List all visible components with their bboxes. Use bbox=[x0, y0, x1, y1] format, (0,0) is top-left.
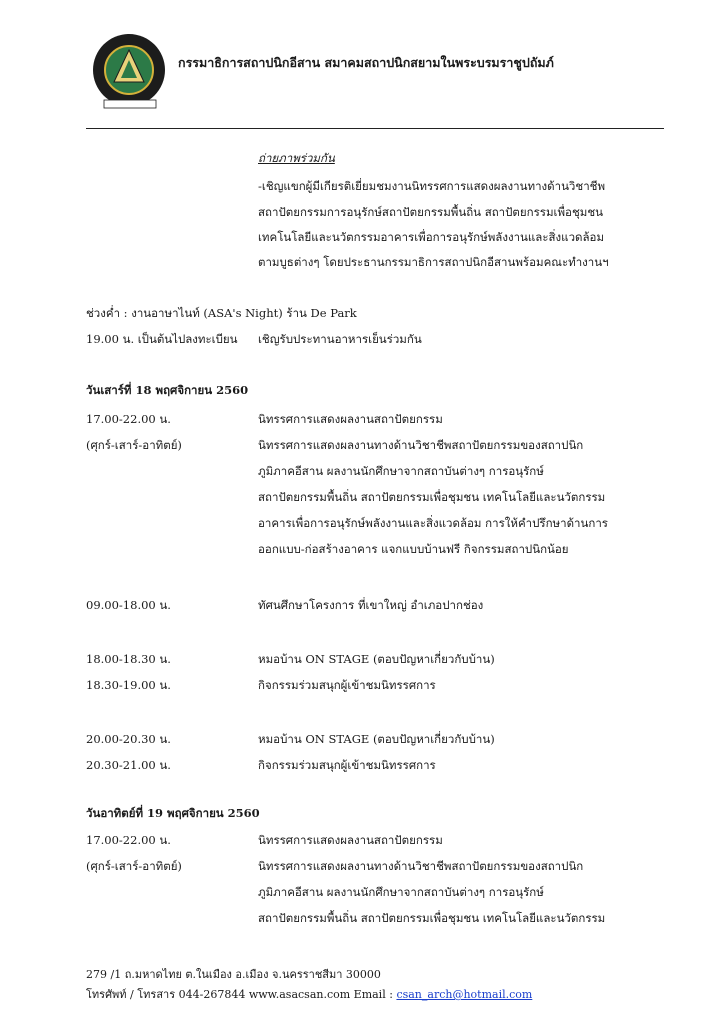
schedule-time: 18.00-18.30 น. bbox=[86, 652, 171, 666]
photo-heading: ถ่ายภาพร่วมกัน bbox=[258, 151, 335, 165]
email-link[interactable]: csan_arch@hotmail.com bbox=[396, 988, 533, 1001]
saturday-heading: วันเสาร์ที่ 18 พฤศจิกายน 2560 bbox=[86, 383, 249, 397]
evening-desc: เชิญรับประทานอาหารเย็นร่วมกัน bbox=[258, 332, 422, 346]
photo-line: -เชิญแขกผู้มีเกียรติเยี่ยมชมงานนิทรรศการแสดงผลงานทางด้านวิชาชีพ bbox=[258, 179, 606, 193]
schedule-days: (ศุกร์-เสาร์-อาทิตย์) bbox=[86, 859, 182, 873]
photo-line: สถาปัตยกรรมการอนุรักษ์สถาปัตยกรรมพื้นถิ่น สถาปัตยกรรมเพื่อชุมชน bbox=[258, 205, 604, 219]
schedule-activity: ภูมิภาคอีสาน ผลงานนักศึกษาจากสถาบันต่างๆ การอนุรักษ์ bbox=[258, 464, 544, 478]
schedule-activity: ออกแบบ-ก่อสร้างอาคาร แจกแบบบ้านฟรี กิจกรรมสถาปนิกน้อย bbox=[258, 542, 569, 556]
evening-title: ช่วงค่ำ : งานอาษาไนท์ (ASA's Night) ร้าน De Park bbox=[86, 306, 357, 320]
schedule-activity: อาคารเพื่อการอนุรักษ์พลังงานและสิ่งแวดล้อม การให้คำปรึกษาด้านการ bbox=[258, 516, 608, 530]
schedule-activity: นิทรรศการแสดงผลงานสถาปัตยกรรม bbox=[258, 412, 443, 426]
schedule-activity: กิจกรรมร่วมสนุกผู้เข้าชมนิทรรศการ bbox=[258, 758, 436, 772]
schedule-activity: หมอบ้าน ON STAGE (ตอบปัญหาเกี่ยวกับบ้าน) bbox=[258, 732, 495, 746]
schedule-activity: กิจกรรมร่วมสนุกผู้เข้าชมนิทรรศการ bbox=[258, 678, 436, 692]
footer-phone-web: โทรศัพท์ / โทรสาร 044-267844 www.asacsan.com Email : bbox=[86, 988, 397, 1001]
schedule-time: 20.30-21.00 น. bbox=[86, 758, 171, 772]
schedule-activity: ทัศนศึกษาโครงการ ที่เขาใหญ่ อำเภอปากช่อง bbox=[258, 598, 484, 612]
footer-contact bbox=[86, 985, 532, 1003]
evening-time: 19.00 น. เป็นต้นไปลงทะเบียน bbox=[86, 332, 238, 346]
schedule-activity: หมอบ้าน ON STAGE (ตอบปัญหาเกี่ยวกับบ้าน) bbox=[258, 652, 495, 666]
schedule-activity: ภูมิภาคอีสาน ผลงานนักศึกษาจากสถาบันต่างๆ การอนุรักษ์ bbox=[258, 885, 544, 899]
photo-line: เทคโนโลยีและนวัตกรรมอาคารเพื่อการอนุรักษ์พลังงานและสิ่งแวดล้อม bbox=[258, 230, 605, 244]
schedule-time: 09.00-18.00 น. bbox=[86, 598, 171, 612]
schedule-time: 20.00-20.30 น. bbox=[86, 732, 171, 746]
header-title: กรรมาธิการสถาปนิกอีสาน สมาคมสถาปนิกสยามในพระบรมราชูปถัมภ์ bbox=[178, 55, 554, 70]
schedule-activity: นิทรรศการแสดงผลงานทางด้านวิชาชีพสถาปัตยกรรมของสถาปนิก bbox=[258, 438, 584, 452]
schedule-time: 17.00-22.00 น. bbox=[86, 412, 171, 426]
sunday-heading: วันอาทิตย์ที่ 19 พฤศจิกายน 2560 bbox=[86, 806, 260, 820]
schedule-time: 17.00-22.00 น. bbox=[86, 833, 171, 847]
schedule-activity: นิทรรศการแสดงผลงานทางด้านวิชาชีพสถาปัตยกรรมของสถาปนิก bbox=[258, 859, 584, 873]
schedule-activity: สถาปัตยกรรมพื้นถิ่น สถาปัตยกรรมเพื่อชุมชน เทคโนโลยีและนวัตกรรม bbox=[258, 911, 606, 925]
schedule-activity: สถาปัตยกรรมพื้นถิ่น สถาปัตยกรรมเพื่อชุมชน เทคโนโลยีและนวัตกรรม bbox=[258, 490, 606, 504]
asa-logo bbox=[86, 30, 172, 116]
header-divider bbox=[86, 128, 664, 129]
schedule-days: (ศุกร์-เสาร์-อาทิตย์) bbox=[86, 438, 182, 452]
photo-line: ตามบูธต่างๆ โดยประธานกรรมาธิการสถาปนิกอีสานพร้อมคณะทำงานฯ bbox=[258, 255, 609, 269]
schedule-time: 18.30-19.00 น. bbox=[86, 678, 171, 692]
footer-address: 279 /1 ถ.มหาดไทย ต.ในเมือง อ.เมือง จ.นครราชสีมา 30000 bbox=[86, 968, 381, 981]
schedule-activity: นิทรรศการแสดงผลงานสถาปัตยกรรม bbox=[258, 833, 443, 847]
